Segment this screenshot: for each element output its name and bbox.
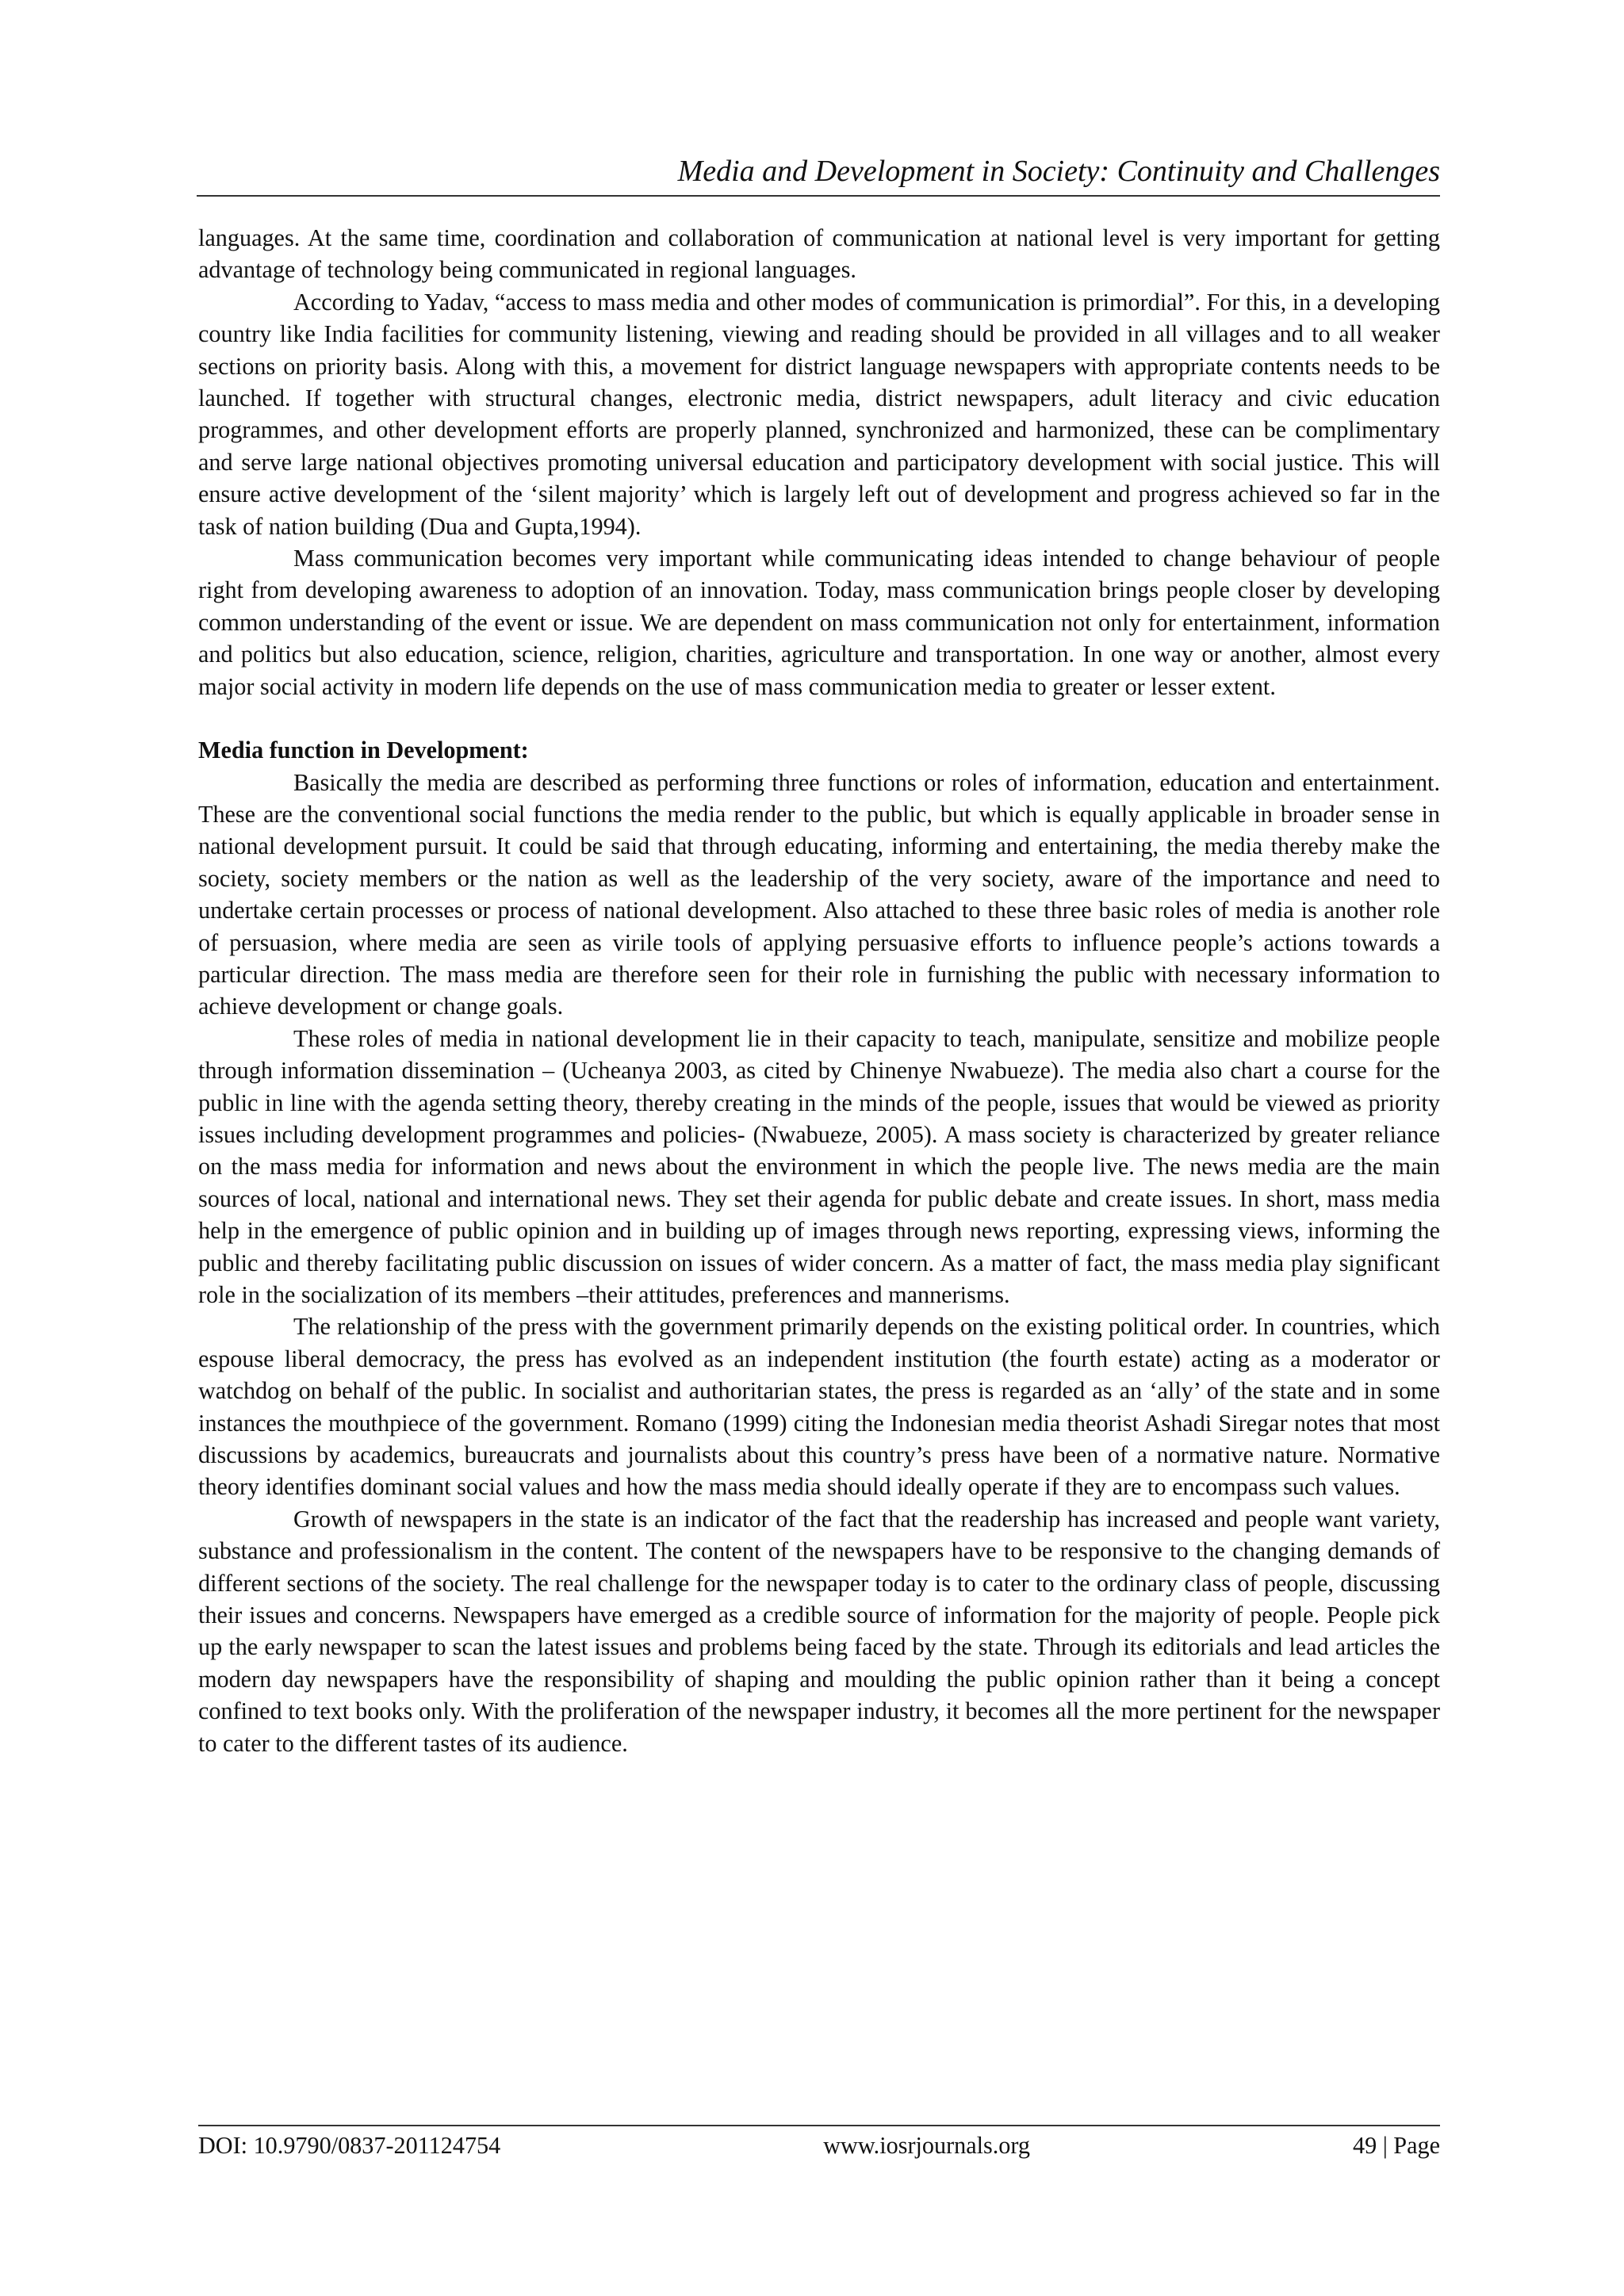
running-header — [197, 152, 1440, 197]
paragraph-press-government: The relationship of the press with the government primarily depends on the existing political order. In countries, which espouse liberal democracy, the press has evolved as an independent institution (the fourth estate) acting as a moderator or watchdog on behalf of the public. In socialist and authoritarian states, the press is regarded as an ‘ally’ of the state and in some instances the mouthpiece of the government. Romano (1999) citing the Indonesian media theorist Ashadi Siregar notes that most discussions by academics, bureaucrats and journalists about this country’s press have been of a normative nature. Normative theory identifies dominant social values and how the mass media should ideally operate if they are to encompass such values. — [198, 1313, 1440, 1501]
paragraph-yadav: According to Yadav, “access to mass media and other modes of communication is primordial”. For this, in a developing country like India facilities for community listening, viewing and reading should be provided in all villages and to all weaker sections on priority basis. Along with this, a movement for district language newspapers with appropriate contents needs to be launched. If together with structural changes, electronic media, district newspapers, adult literacy and civic education programmes, and other development efforts are properly planned, synchronized and harmonized, these can be complimentary and serve large national objectives promoting universal education and participatory development with social justice. This will ensure active development of the ‘silent majority’ which is largely left out of development and progress achieved so far in the task of nation building (Dua and Gupta,1994). — [198, 288, 1440, 540]
footer-website: www.iosrjournals.org — [823, 2132, 1030, 2159]
paragraph-media-roles: These roles of media in national development lie in their capacity to teach, manipulate, sensitize and mobilize people through information dissemination – (Ucheanya 2003, as cited by Chinenye Nwabueze). The media also chart a course for the public in line with the agenda setting theory, thereby creating in the minds of the people, issues that would be viewed as priority issues including development programmes and policies- (Nwabueze, 2005). A mass society is characterized by greater reliance on the mass media for information and news about the environment in which the people live. The news media are the main sources of local, national and international news. They set their agenda for public debate and create issues. In short, mass media help in the emergence of public opinion and in building up of images through news reporting, expressing views, informing the public and thereby facilitating public discussion on issues of wider concern. As a matter of fact, the mass media play significant role in the socialization of its members –their attitudes, preferences and mannerisms. — [198, 1024, 1440, 1308]
footer-doi: DOI: 10.9790/0837-201124754 — [198, 2132, 501, 2159]
paragraph-newspaper-growth: Growth of newspapers in the state is an indicator of the fact that the readership has increased and people want variety, substance and professionalism in the content. The content of the newspapers have to be responsive to the changing demands of different sections of the society. The real challenge for the newspaper today is to cater to the ordinary class of people, discussing their issues and concerns. Newspapers have emerged as a credible source of information for the majority of people. People pick up the early newspaper to scan the latest issues and problems being faced by the state. Through its editorials and lead articles the modern day newspapers have the responsibility of shaping and moulding the public opinion rather than it being a concept confined to text books only. With the proliferation of the newspaper industry, it becomes all the more pertinent for the newspaper to cater to the different tastes of its audience. — [198, 1505, 1440, 1757]
running-title: Media and Development in Society: Continuity and Challenges — [677, 155, 1440, 188]
section-heading: Media function in Development: — [198, 737, 529, 764]
footer-page-number: 49 | Page — [1352, 2132, 1440, 2159]
paragraph-mass-communication: Mass communication becomes very important while communicating ideas intended to change behaviour of people right from developing awareness to adoption of an innovation. Today, mass communication brings people closer by developing common understanding of the event or issue. We are dependent on mass communication not only for entertainment, information and politics but also education, science, religion, charities, agriculture and transportation. In one way or another, almost every major social activity in modern life depends on the use of mass communication media to greater or lesser extent. — [198, 545, 1440, 700]
article-body — [198, 222, 1440, 1759]
paragraph-media-functions: Basically the media are described as performing three functions or roles of information, education and entertainment. These are the conventional social functions the media render to the public, but which is equally applicable in broader sense in national development pursuit. It could be said that through educating, informing and entertaining, the media thereby make the society, society members or the nation as well as the leadership of the very society, aware of the importance and need to undertake certain processes or process of national development. Also attached to these three basic roles of media is another role of persuasion, where media are seen as virile tools of applying persuasive efforts to influence people’s actions towards a particular direction. The mass media are therefore seen for their role in furnishing the public with necessary information to achieve development or change goals. — [198, 768, 1440, 1020]
paragraph-continuation: languages. At the same time, coordination and collaboration of communication at national level is very important for getting advantage of technology being communicated in regional languages. — [198, 224, 1440, 284]
page-footer — [198, 2125, 1440, 2161]
